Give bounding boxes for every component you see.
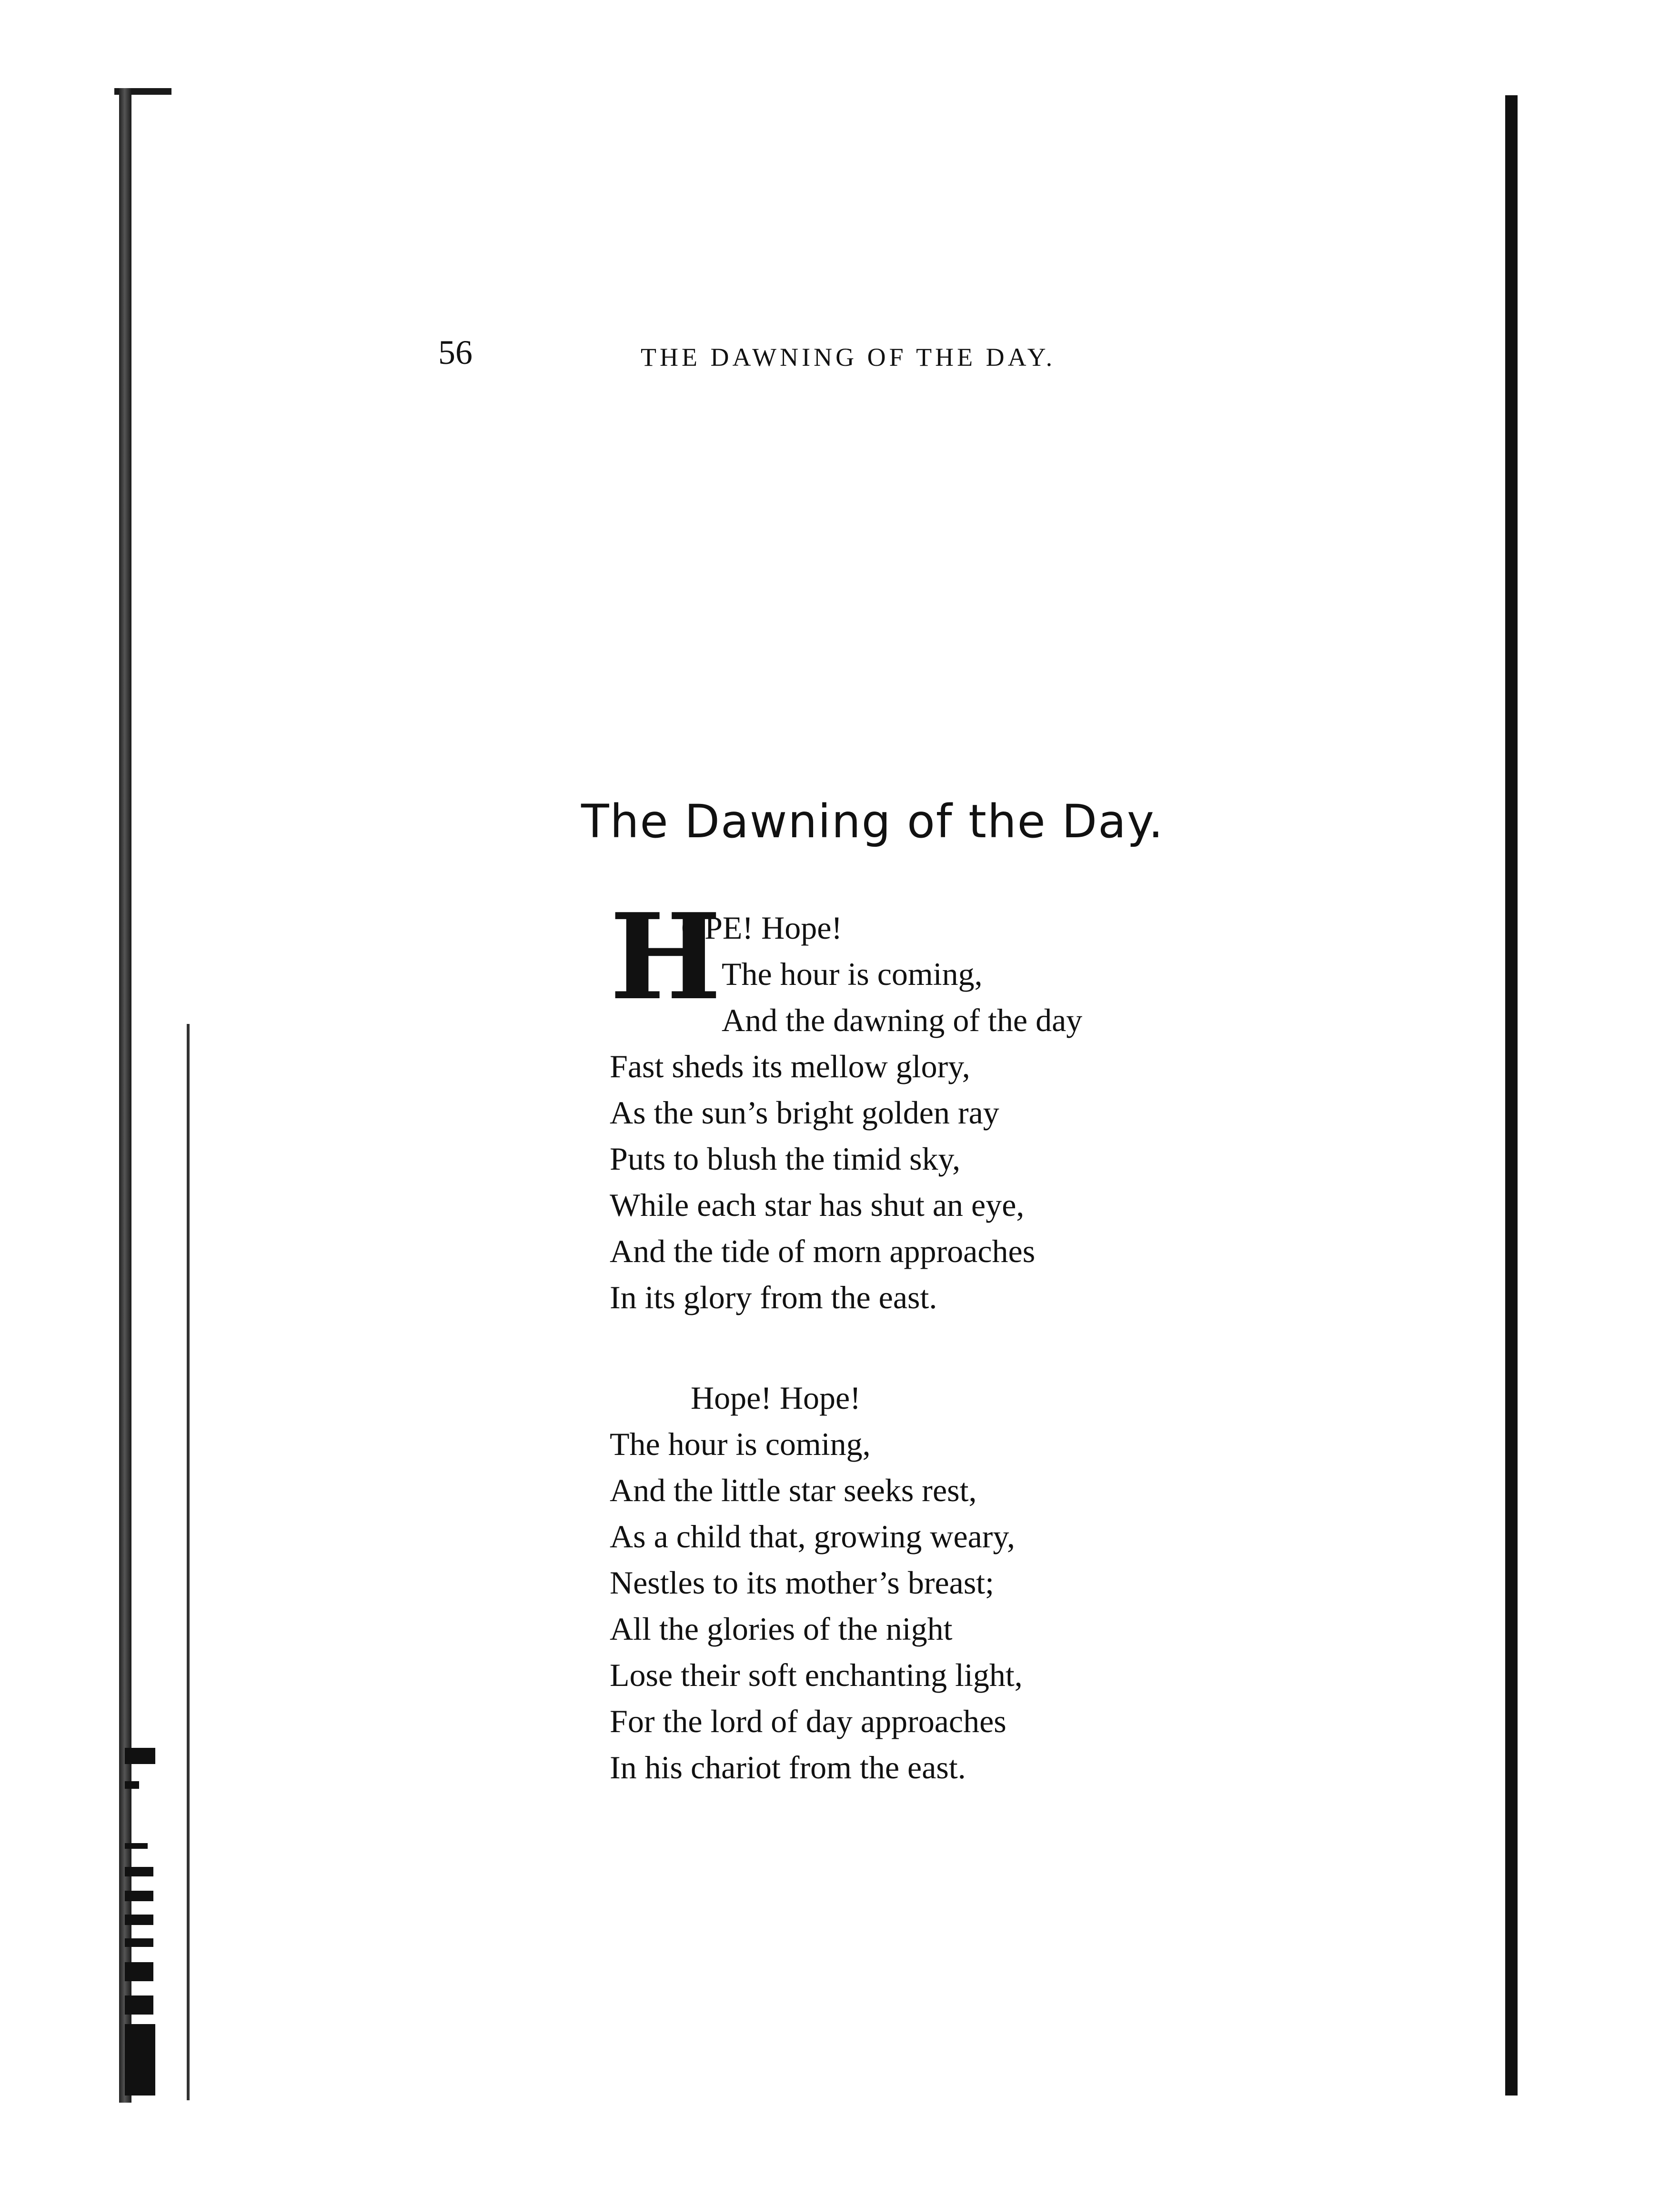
poem-line: Hope! Hope! bbox=[691, 1380, 861, 1416]
running-head-title: THE DAWNING OF THE DAY. bbox=[641, 343, 1056, 371]
poem-line: The hour is coming, bbox=[610, 1426, 871, 1462]
poem-line: OPE! Hope! bbox=[681, 910, 843, 946]
poem-line: In its glory from the east. bbox=[610, 1279, 937, 1315]
poem-line: Lose their soft enchanting light, bbox=[610, 1657, 1023, 1693]
running-head bbox=[438, 329, 1143, 376]
poem-line: The hour is coming, bbox=[722, 956, 983, 992]
poem-line: Fast sheds its mellow glory, bbox=[610, 1048, 970, 1084]
page-right-edge bbox=[1505, 95, 1518, 2096]
page-number: 56 bbox=[438, 333, 473, 371]
poem-line: Puts to blush the timid sky, bbox=[610, 1141, 961, 1177]
poem-line: For the lord of day approaches bbox=[610, 1703, 1006, 1739]
poem-line: Nestles to its mother’s breast; bbox=[610, 1564, 995, 1601]
poem-line: And the tide of morn approaches bbox=[610, 1233, 1036, 1269]
poem-line: All the glories of the night bbox=[610, 1611, 953, 1647]
poem-line: In his chariot from the east. bbox=[610, 1749, 966, 1785]
poem-line: While each star has shut an eye, bbox=[610, 1187, 1025, 1223]
poem-title: The Dawning of the Day. bbox=[581, 795, 1164, 848]
poem-line: And the dawning of the day bbox=[722, 1002, 1083, 1038]
poem-line: As the sun’s bright golden ray bbox=[610, 1094, 999, 1131]
drop-cap: H bbox=[610, 888, 722, 1026]
binding-edge-line bbox=[187, 1024, 190, 2100]
poem-line: As a child that, growing weary, bbox=[610, 1518, 1016, 1554]
poem-line: And the little star seeks rest, bbox=[610, 1472, 977, 1508]
scan-registration-marks bbox=[125, 1748, 177, 2105]
